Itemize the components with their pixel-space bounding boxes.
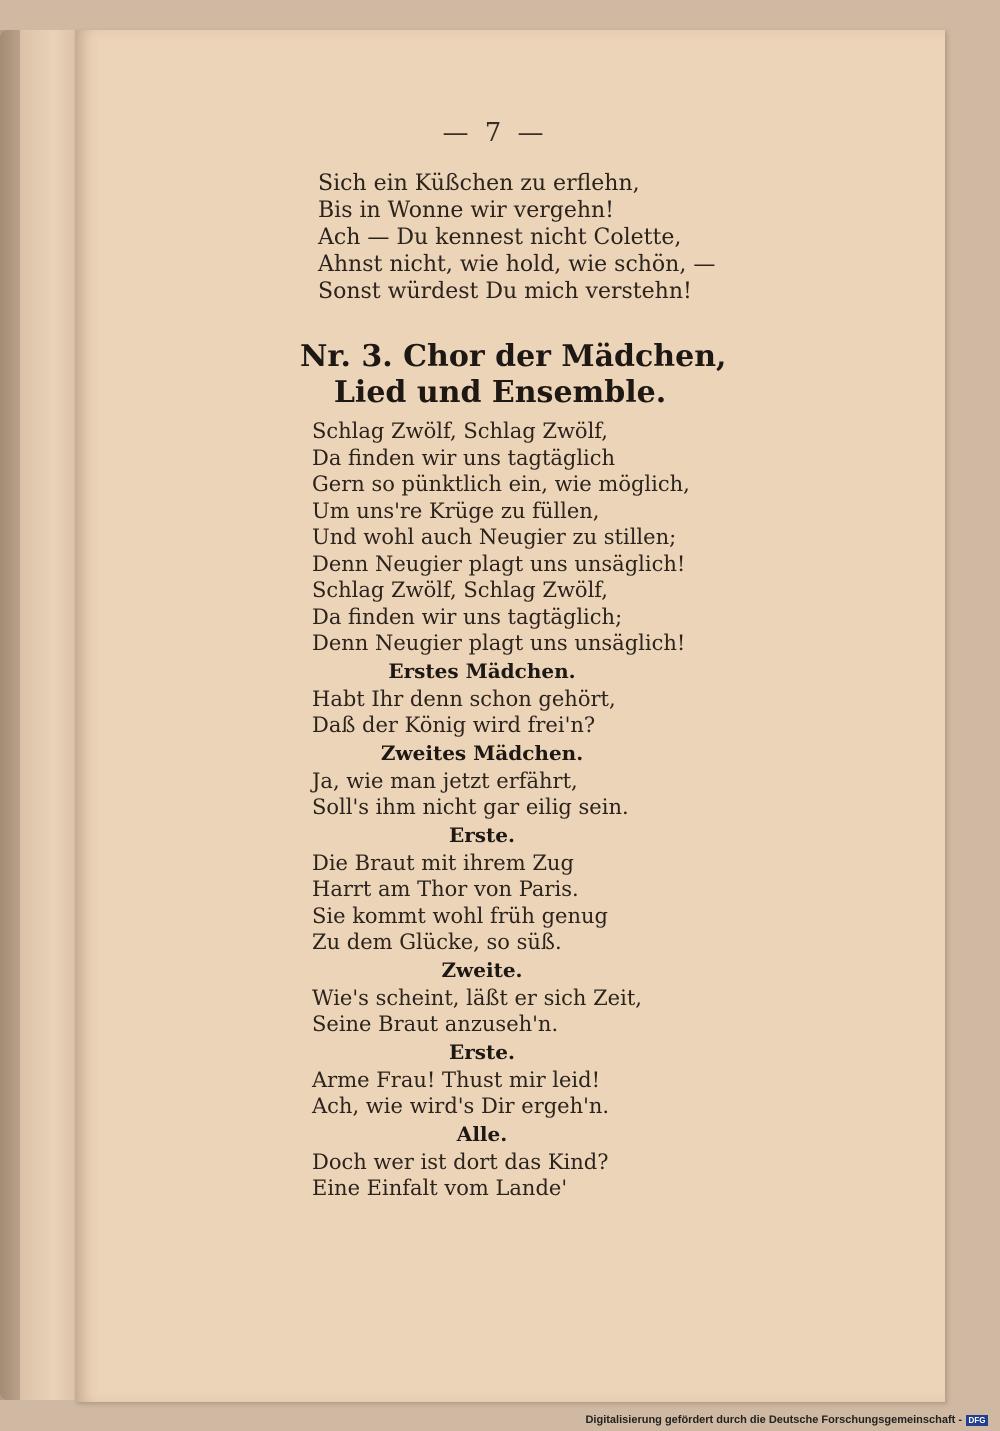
section-heading bbox=[300, 339, 727, 410]
verse-line: Und wohl auch Neugier zu stillen; bbox=[312, 525, 677, 549]
speaker-name: Zweite. bbox=[441, 957, 523, 982]
verse-line: Doch wer ist dort das Kind? bbox=[312, 1149, 609, 1174]
verse-line: Schlag Zwölf, Schlag Zwölf, bbox=[312, 578, 608, 602]
verse-line: Soll's ihm nicht gar eilig sein. bbox=[312, 795, 629, 819]
verse-line: Sich ein Küßchen zu erflehn, bbox=[318, 171, 640, 196]
speaker-name: Alle. bbox=[456, 1121, 508, 1146]
binding-shadow bbox=[0, 30, 20, 1400]
verse-line: Sie kommt wohl früh genug bbox=[312, 903, 608, 928]
verse-line: Habt Ihr denn schon gehört, bbox=[312, 686, 616, 711]
verse-line: Daß der König wird frei'n? bbox=[312, 713, 596, 737]
verse-line: Denn Neugier plagt uns unsäglich! bbox=[312, 631, 686, 655]
speaker-name: Zweites Mädchen. bbox=[380, 740, 584, 765]
verse-line: Ach — Du kennest nicht Colette, bbox=[318, 225, 682, 250]
section-title-1: Chor der Mädchen, bbox=[403, 339, 727, 374]
page-number: — 7 — bbox=[442, 118, 548, 148]
speaker-name: Erste. bbox=[449, 1039, 515, 1064]
verse-line: Gern so pünktlich ein, wie möglich, bbox=[312, 472, 690, 496]
verse-line: Die Braut mit ihrem Zug bbox=[312, 850, 574, 875]
verse-line: Eine Einfalt vom Lande' bbox=[312, 1176, 568, 1200]
heading-line-1 bbox=[300, 339, 727, 374]
digitization-footer bbox=[585, 1414, 988, 1426]
speaker-name: Erstes Mädchen. bbox=[388, 658, 576, 683]
section-number: Nr. 3. bbox=[300, 339, 393, 374]
verse-line: Da finden wir uns tagtäglich bbox=[312, 445, 616, 470]
opening-stanza bbox=[318, 170, 715, 305]
verse-line: Zu dem Glücke, so süß. bbox=[312, 930, 562, 954]
verse-line: Um uns're Krüge zu füllen, bbox=[312, 498, 600, 523]
verse-line: Wie's scheint, läßt er sich Zeit, bbox=[312, 985, 642, 1010]
libretto-body bbox=[312, 418, 712, 1202]
verse-line: Ach, wie wird's Dir ergeh'n. bbox=[312, 1094, 610, 1118]
verse-line: Da finden wir uns tagtäglich; bbox=[312, 604, 623, 629]
dfg-logo: DFG bbox=[966, 1415, 988, 1426]
verse-line: Sonst würdest Du mich verstehn! bbox=[318, 279, 692, 304]
section-title-2: Lied und Ensemble. bbox=[333, 375, 667, 410]
verse-line: Harrt am Thor von Paris. bbox=[312, 877, 579, 901]
funding-note: Digitalisierung gefördert durch die Deutsche Forschungsgemeinschaft - bbox=[585, 1414, 962, 1426]
verse-line: Ahnst nicht, wie hold, wie schön, — bbox=[318, 252, 716, 277]
verse-line: Schlag Zwölf, Schlag Zwölf, bbox=[312, 419, 608, 443]
verse-line: Seine Braut anzuseh'n. bbox=[312, 1012, 559, 1036]
verse-line: Arme Frau! Thust mir leid! bbox=[312, 1067, 601, 1092]
verse-line: Denn Neugier plagt uns unsäglich! bbox=[312, 551, 686, 576]
speaker-name: Erste. bbox=[449, 822, 515, 847]
verse-line: Ja, wie man jetzt erfährt, bbox=[312, 768, 578, 793]
verse-line: Bis in Wonne wir vergehn! bbox=[318, 198, 615, 223]
